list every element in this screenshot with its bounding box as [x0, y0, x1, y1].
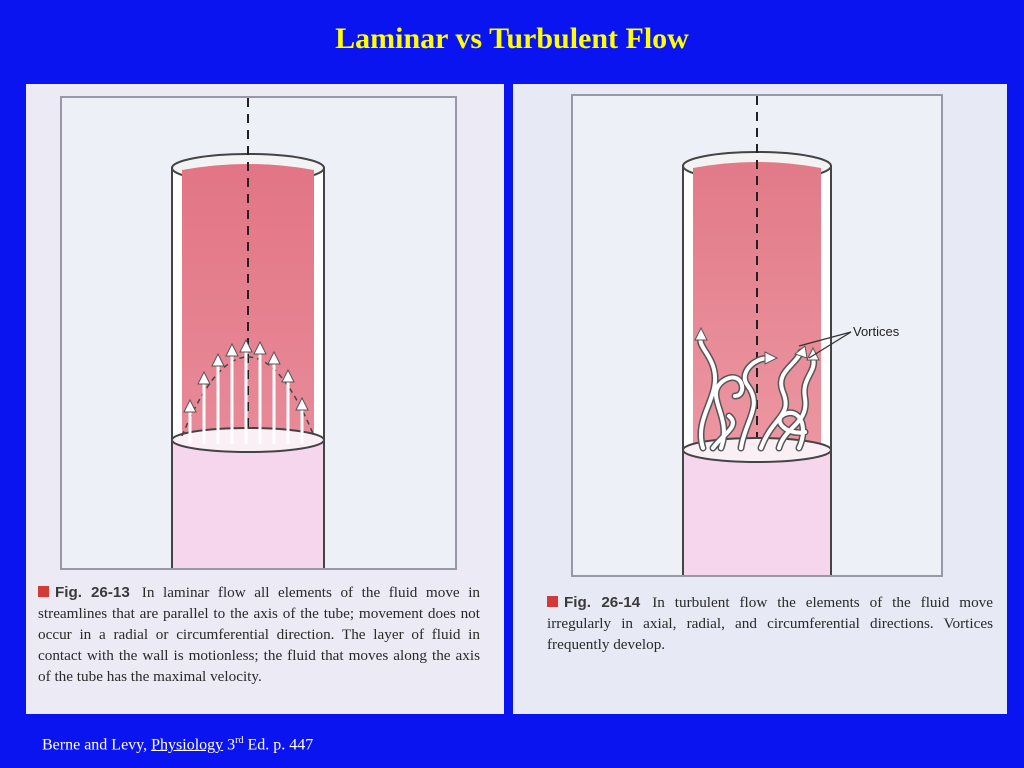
laminar-caption — [38, 582, 480, 687]
turbulent-tube-illustration — [571, 94, 943, 577]
citation-edition-suffix: rd — [235, 735, 244, 746]
turbulent-caption — [547, 592, 993, 655]
laminar-caption-text: In laminar flow all elements of the fluid move in streamlines that are parallel to the axis of the tube; movement does not occur in a radial or circumferential direction. The layer of fluid in contact with the wall is motionless; the fluid that moves along the axis of the tube has the maximal velocity. — [38, 584, 481, 685]
vortices-annotation: Vortices — [853, 324, 900, 339]
fig-label-26-14: Fig. 26-14 — [564, 594, 641, 611]
slide-title: Laminar vs Turbulent Flow — [335, 22, 689, 55]
turbulent-caption-text: In turbulent flow the elements of the fluid move irregularly in axial, radial, and circumferential directions. Vortices frequently develop. — [547, 594, 993, 653]
laminar-tube-svg — [62, 98, 457, 570]
tube-lower-section — [172, 438, 324, 570]
citation-footer — [42, 735, 313, 754]
citation-edition-page: Ed. p. 447 — [247, 736, 314, 754]
laminar-figure-panel — [26, 84, 504, 714]
laminar-tube-illustration — [60, 96, 457, 570]
fig-label-26-13: Fig. 26-13 — [55, 584, 130, 601]
citation-authors: Berne and Levy, — [42, 736, 148, 754]
turbulent-figure-panel — [513, 84, 1007, 714]
tube-lower-section — [683, 448, 831, 577]
citation-book-title: Physiology — [151, 736, 224, 754]
citation-edition-number: 3 — [227, 736, 236, 754]
fig-marker-square — [547, 596, 558, 607]
fig-marker-square — [38, 586, 49, 597]
